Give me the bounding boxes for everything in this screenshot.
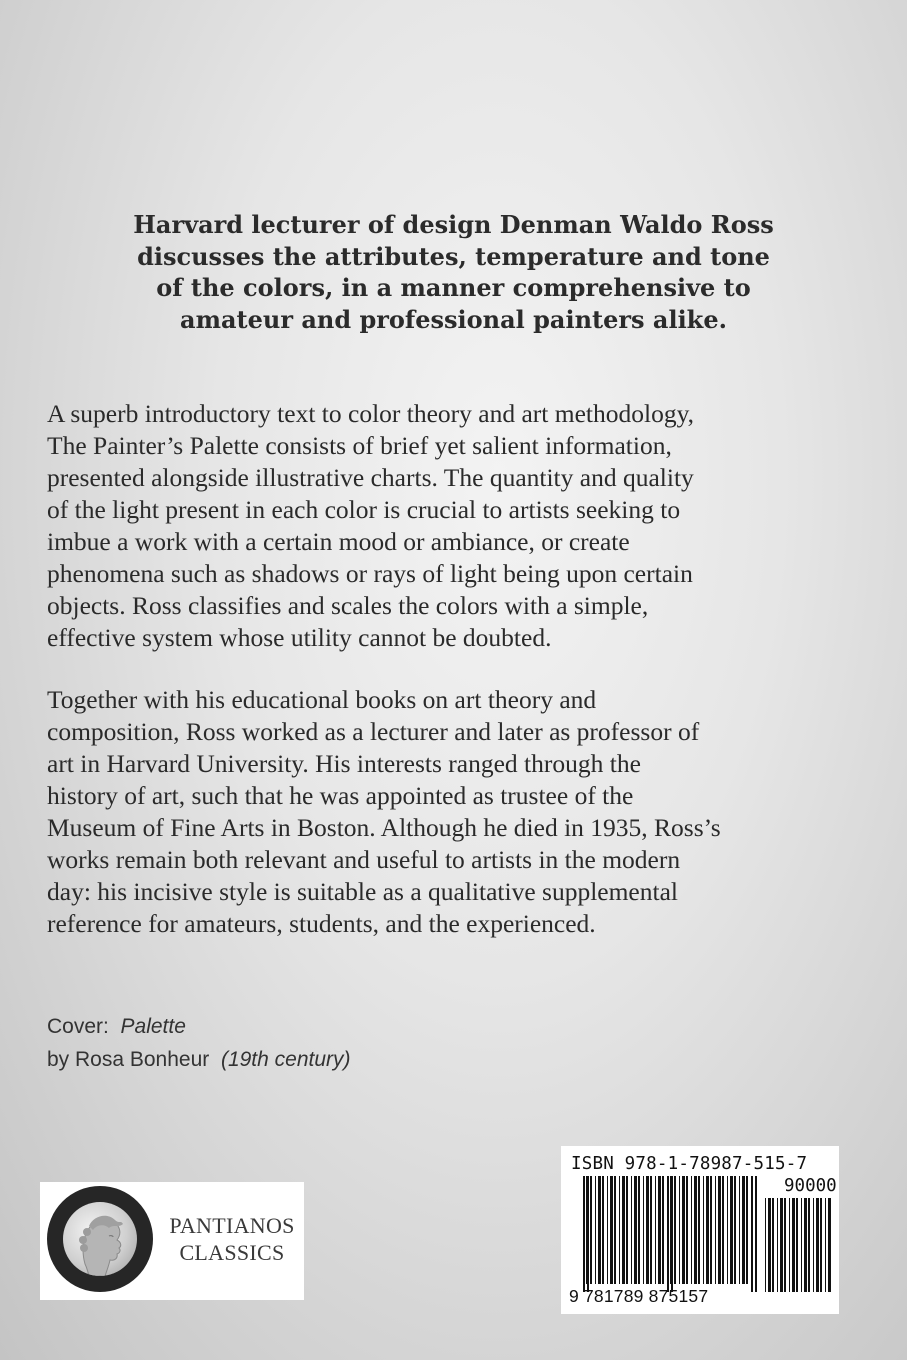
barcode-bar [634,1176,637,1284]
barcode-bar [655,1176,656,1284]
barcode-bar [801,1198,802,1292]
paragraph-line: Museum of Fine Arts in Boston. Although he died in 1935, Ross’s [47,813,721,842]
barcode-bar [718,1176,721,1284]
barcode-bar [706,1176,709,1284]
barcode-bar [590,1176,592,1284]
barcode-bar [703,1176,704,1284]
barcode-bar [796,1198,798,1292]
barcode-guard-bar [671,1176,673,1292]
artist-line [47,1043,351,1076]
paragraph-line: imbue a work with a certain mood or ambiance, or create [47,527,630,556]
barcode-bar [626,1176,628,1284]
barcode-bar [674,1176,676,1284]
paragraph-line: of the light present in each color is crucial to artists seeking to [47,495,681,524]
barcode-bar [631,1176,632,1284]
barcode-bar [792,1198,795,1292]
barcode-bar [784,1198,786,1292]
barcode-bar [610,1176,613,1284]
barcode-bar [727,1176,728,1284]
barcode-bar [808,1198,810,1292]
barcode-bar [804,1198,807,1292]
barcode-bar [650,1176,652,1284]
barcode-bar [772,1198,774,1292]
barcode-bar [595,1176,596,1284]
barcode-bar [698,1176,700,1284]
tagline-line: amateur and professional painters alike. [180,304,727,334]
barcode-bar [662,1176,664,1284]
isbn-barcode [561,1146,839,1314]
barcode-bar [602,1176,604,1284]
barcode-bar [739,1176,740,1284]
isbn-text: ISBN 978-1-78987-515-7 [571,1154,808,1174]
barcode-bar [686,1176,688,1284]
paragraph-line: The Painter’s Palette consists of brief yet salient information, [47,431,672,460]
publisher-name-line2: CLASSICS [179,1240,285,1265]
barcode-bar [622,1176,625,1284]
cover-title: Palette [120,1015,186,1038]
cover-credits [47,1010,351,1076]
publisher-name [160,1212,304,1266]
barcode-bar [646,1176,649,1284]
publisher-name-line1: PANTIANOS [169,1213,295,1238]
barcode-bar [679,1176,680,1284]
barcode-bar [682,1176,685,1284]
barcode-bar [825,1198,826,1292]
barcode-bar [619,1176,620,1284]
barcode-digits: 9 781789 875157 [569,1286,709,1306]
barcode-bar [710,1176,712,1284]
profile-portrait-icon [63,1202,137,1276]
paragraph-line: presented alongside illustrative charts. The quantity and quality [47,463,694,492]
barcode-bar [777,1198,778,1292]
artist-era: (19th century) [220,1048,351,1071]
tagline-line: discusses the attributes, temperature and tone [137,241,770,271]
barcode-bar [607,1176,608,1284]
barcode-bar [730,1176,733,1284]
tagline-line: Harvard lecturer of design Denman Waldo Ross [133,210,774,239]
barcode-bar [765,1198,766,1292]
publisher-logo [40,1182,304,1300]
barcode-bar [789,1198,790,1292]
coin-portrait-icon [47,1186,153,1292]
description-paragraph-1 [47,398,877,654]
paragraph-line: reference for amateurs, students, and the experienced. [47,909,596,938]
paragraph-line: composition, Ross worked as a lecturer and later as professor of [47,717,700,746]
cover-line [47,1010,351,1043]
tagline [60,209,847,335]
paragraph-line: Together with his educational books on art theory and [47,685,597,714]
barcode-bar [734,1176,736,1284]
barcode-bar [813,1198,814,1292]
barcode-bar [638,1176,640,1284]
barcode-guard-bar [751,1176,753,1292]
barcode-guard-bar [583,1176,585,1292]
barcode-bar [780,1198,783,1292]
barcode-bar [742,1176,745,1284]
coin-face [63,1202,137,1276]
barcode-bar [746,1176,748,1284]
barcode-bar [694,1176,697,1284]
barcode-bar [816,1198,819,1292]
barcode-bar [715,1176,716,1284]
paragraph-line: art in Harvard University. His interests ranged through the [47,749,641,778]
cover-label: Cover: [47,1015,109,1038]
paragraph-line: history of art, such that he was appointed as trustee of the [47,781,634,810]
paragraph-line: objects. Ross classifies and scales the colors with a simple, [47,591,649,620]
tagline-line: of the colors, in a manner comprehensive to [156,273,751,302]
barcode-guard-bar [755,1176,757,1292]
barcode-bar [768,1198,771,1292]
barcode-bar [828,1198,831,1292]
barcode-bar [722,1176,724,1284]
paragraph-line: day: his incisive style is suitable as a qualitative supplemental [47,877,678,906]
paragraph-line: effective system whose utility cannot be doubted. [47,623,552,652]
barcode-bar [643,1176,644,1284]
barcode-bar [598,1176,601,1284]
barcode-bar [614,1176,616,1284]
paragraph-line: phenomena such as shadows or rays of light being upon certain [47,559,693,588]
barcode-bar [820,1198,822,1292]
price-code-text: 90000 [784,1176,837,1196]
paragraph-line: A superb introductory text to color theory and art methodology, [47,399,695,428]
description-paragraph-2 [47,684,877,940]
paragraph-line: works remain both relevant and useful to artists in the modern [47,845,681,874]
barcode-bar [691,1176,692,1284]
barcode-guard-bar [667,1176,669,1292]
artist-name: by Rosa Bonheur [47,1048,210,1071]
barcode-bar [658,1176,661,1284]
barcode-guard-bar [587,1176,589,1292]
